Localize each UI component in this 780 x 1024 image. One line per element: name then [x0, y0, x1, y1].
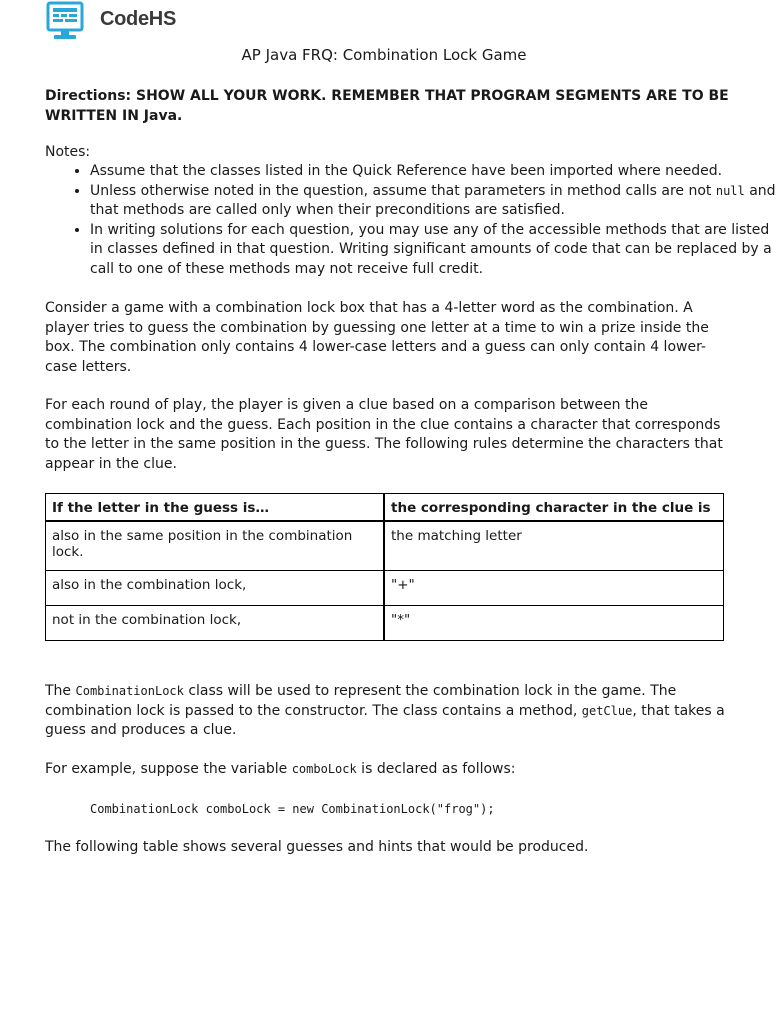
inline-code: comboLock	[291, 762, 357, 776]
paragraph-example-intro: For example, suppose the variable comboLock is declared as follows:	[45, 761, 516, 777]
table-header-row	[46, 494, 724, 522]
table-row	[46, 571, 724, 606]
paragraph-table-intro: The following table shows several guesses and hints that would be produced.	[45, 839, 589, 855]
page-title: AP Java FRQ: Combination Lock Game	[241, 46, 527, 64]
table-header-cell: the corresponding character in the clue is	[384, 494, 724, 522]
codehs-logo	[46, 2, 186, 42]
rules-table	[45, 493, 724, 641]
paragraph-clue-rules: For each round of play, the player is given a clue based on a comparison between the combination lock and the guess. Each position in the clue contains a character that corresponds to the letter in the same position in the guess. The following rules determine the characters that appear in the clue.	[45, 397, 723, 472]
table-cell: not in the combination lock,	[46, 606, 385, 641]
table-header-cell: If the letter in the guess is…	[46, 494, 385, 522]
note-item: • In writing solutions for each question, you may use any of the accessible methods that are listed in classes defined in that question. Writing significant amounts of code that can be replaced by a call to one of these methods may not receive full credit.	[90, 221, 780, 280]
paragraph-class-description: The CombinationLock class will be used to represent the combination lock in the game. The combination lock is passed to the constructor. The class contains a method, getClue, that takes a guess and produces a clue.	[45, 683, 725, 738]
note-item: • Unless otherwise noted in the question, assume that parameters in method calls are not null and that methods are called only when their preconditions are satisfied.	[90, 182, 780, 221]
table-row	[46, 521, 724, 571]
note-item: • Assume that the classes listed in the Quick Reference have been imported where needed.	[90, 162, 780, 182]
table-cell: also in the combination lock,	[46, 571, 385, 606]
table-cell: also in the same position in the combination lock.	[46, 521, 385, 571]
table-cell: the matching letter	[384, 521, 724, 571]
notes-label: Notes:	[45, 144, 91, 160]
inline-code: null	[715, 183, 745, 198]
inline-code: getClue	[581, 703, 633, 718]
brand-name: CodeHS	[100, 8, 176, 30]
notes-list	[45, 162, 780, 279]
monitor-icon	[46, 2, 84, 42]
paragraph-game-description: Consider a game with a combination lock box that has a 4-letter word as the combination. A player tries to guess the combination by guessing one letter at a time to win a prize inside the box. The combination only contains 4 lower-case letters and a guess can only contain 4 lower-case letters.	[45, 300, 709, 375]
table-cell: "*"	[384, 606, 724, 641]
table-cell: "+"	[384, 571, 724, 606]
code-example: CombinationLock comboLock = new CombinationLock("frog");	[90, 802, 495, 816]
inline-code: CombinationLock	[75, 684, 184, 698]
table-row	[46, 606, 724, 641]
directions: Directions: SHOW ALL YOUR WORK. REMEMBER THAT PROGRAM SEGMENTS ARE TO BE WRITTEN IN Java.	[45, 88, 729, 124]
